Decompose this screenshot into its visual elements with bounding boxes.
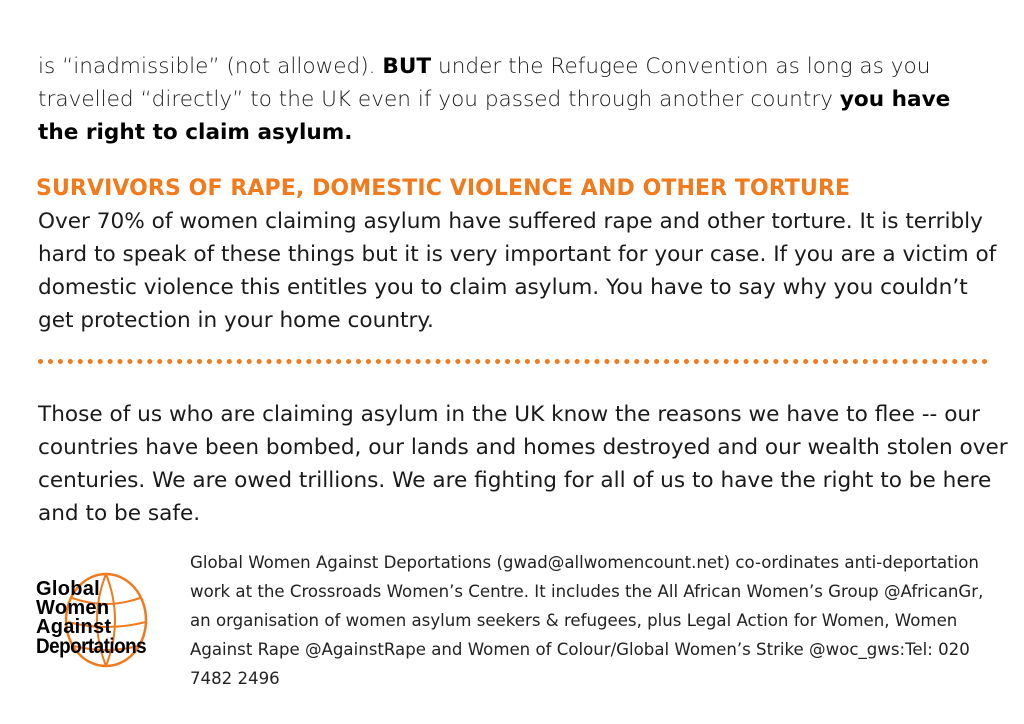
- intro-paragraph: [38, 50, 998, 149]
- logo-line-4: Deportations: [36, 635, 147, 658]
- intro-bold-but: BUT: [382, 54, 432, 79]
- survivors-paragraph: Over 70% of women claiming asylum have suffered rape and other torture. It is terribly hard to speak of these things but it is very important for your case. If you are a victim of domestic violence this entitles you to claim asylum. You have to say why you couldn’t get protection in your home country.: [38, 209, 997, 333]
- closing-paragraph: Those of us who are claiming asylum in the UK know the reasons we have to flee -- our countries have been bombed, our lands and homes destroyed and our wealth stolen over centuries. We are owed trillions. We are fighting for all of us to have the right to be here and to be safe.: [38, 402, 1008, 526]
- dotted-divider: [38, 359, 988, 364]
- intro-text-2: under the Refugee Convention as long as you travelled “directly” to the UK even if you passed through another country: [38, 54, 931, 112]
- footer-paragraph: Global Women Against Deportations (gwad@allwomencount.net) co-ordinates anti-deportation work at the Crossroads Women’s Centre. It includes the All African Women’s Group @AfricanGr, an organisation of women asylum seekers & refugees, plus Legal Action for Women, Women Against Rape @AgainstRape and Women of Colour/Global Women’s Strike @woc_gws:Tel: 020 7482 2496: [190, 553, 984, 688]
- logo-line-1: Global: [36, 578, 101, 600]
- logo-line-2: Women: [36, 597, 110, 619]
- section-heading: SURVIVORS OF RAPE, DOMESTIC VIOLENCE AND OTHER TORTURE: [36, 176, 851, 201]
- intro-bold-claim: you have the right to claim asylum.: [38, 87, 951, 145]
- intro-text-1: is “inadmissible” (not allowed).: [38, 54, 383, 79]
- logo-line-3: Against: [36, 616, 112, 638]
- logo-wordmark: [36, 580, 158, 657]
